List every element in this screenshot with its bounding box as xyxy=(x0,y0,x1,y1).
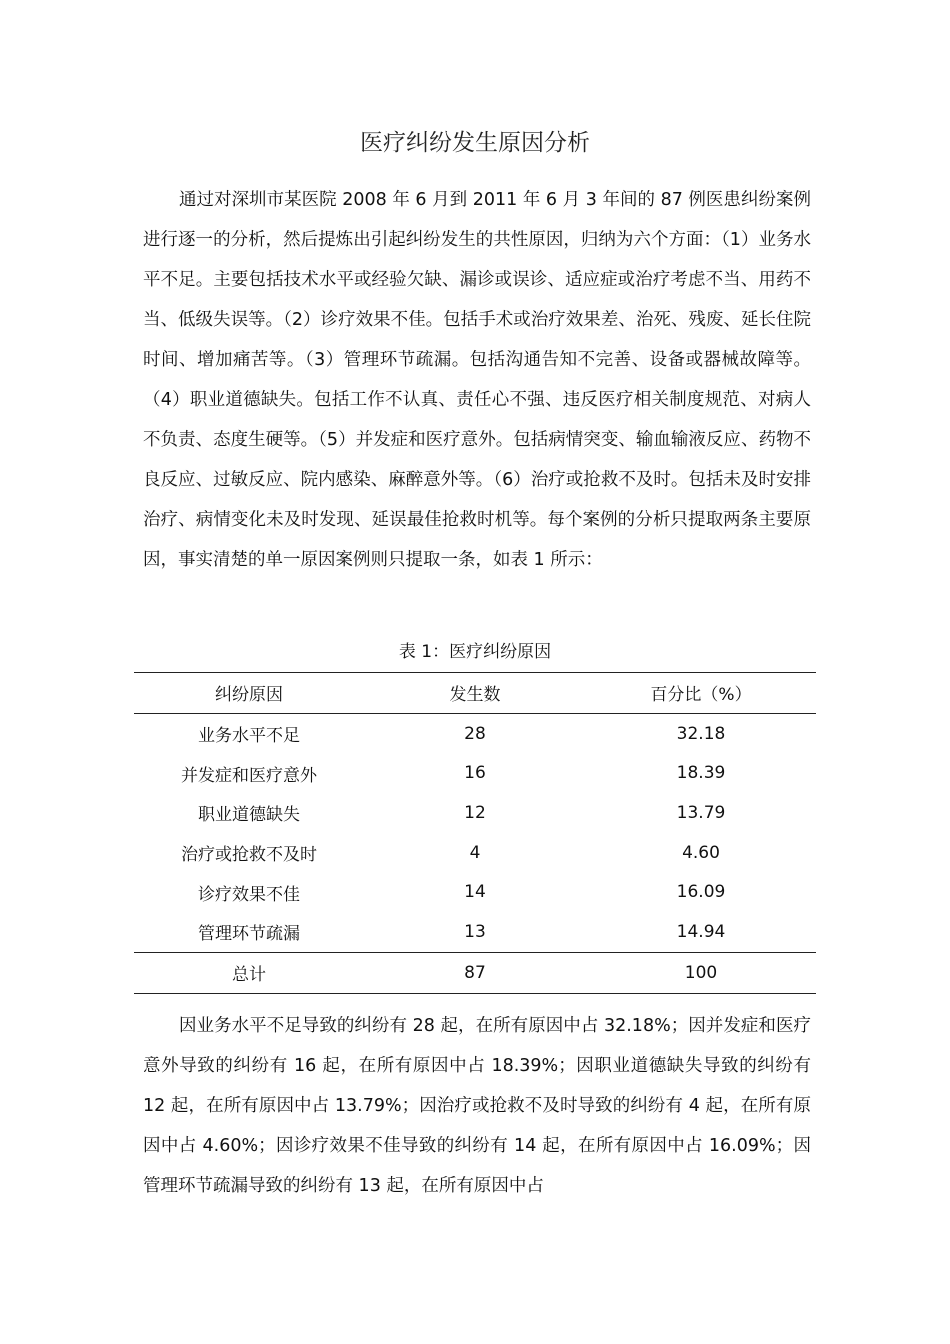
cell-percent: 16.09 xyxy=(676,882,726,903)
table-row xyxy=(134,713,816,753)
total-count: 87 xyxy=(464,962,486,983)
cell-cause: 职业道德缺失 xyxy=(198,805,300,826)
table-header-row xyxy=(134,673,816,714)
cell-count: 4 xyxy=(469,842,481,863)
total-label: 总计 xyxy=(232,965,266,986)
cell-percent: 32.18 xyxy=(676,723,726,744)
table-row xyxy=(134,833,816,873)
cell-count: 16 xyxy=(464,763,486,784)
cell-count: 13 xyxy=(464,921,486,942)
header-count: 发生数 xyxy=(449,685,501,706)
header-percent: 百分比（%） xyxy=(650,685,752,706)
cell-percent: 14.94 xyxy=(676,921,726,942)
dispute-causes-table xyxy=(134,672,816,994)
intro-paragraph: 通过对深圳市某医院 2008 年 6 月到 2011 年 6 月 3 年间的 87 例医患纠纷案例进行逐一的分析，然后提炼出引起纠纷发生的共性原因，归纳为六个方面：（1）业务水平不足。主要包括技术水平或经验欠缺、漏诊或误诊、适应症或治疗考虑不当、用药不当、低级失误等。（2）诊疗效果不佳。包括手术或治疗效果差、治死、残废、延长住院时间、增加痛苦等。（3）管理环节疏漏。包括沟通告知不完善、设备或器械故障等。（4）职业道德缺失。包括工作不认真、责任心不强、违反医疗相关制度规范、对病人不负责、态度生硬等。（5）并发症和医疗意外。包括病情突变、输血输液反应、药物不良反应、过敏反应、院内感染、麻醉意外等。（6）治疗或抢救不及时。包括未及时安排治疗、病情变化未及时发现、延误最佳抢救时机等。每个案例的分析只提取两条主要原因，事实清楚的单一原因案例则只提取一条，如表 1 所示： xyxy=(143,190,811,570)
cell-count: 28 xyxy=(464,723,486,744)
header-cause: 纠纷原因 xyxy=(215,685,283,706)
cell-count: 14 xyxy=(464,882,486,903)
cell-cause: 并发症和医疗意外 xyxy=(181,765,317,786)
cell-cause: 管理环节疏漏 xyxy=(198,924,300,945)
cell-cause: 诊疗效果不佳 xyxy=(198,884,300,905)
table-total-row xyxy=(134,952,816,993)
summary-paragraph: 因业务水平不足导致的纠纷有 28 起，在所有原因中占 32.18%；因并发症和医疗意外导致的纠纷有 16 起，在所有原因中占 18.39%；因职业道德缺失导致的纠纷有 12 起，在所有原因中占 13.79%；因治疗或抢救不及时导致的纠纷有 4 起，在所有原因中占 4.60%；因诊疗效果不佳导致的纠纷有 14 起，在所有原因中占 16.09%；因管理环节疏漏导致的纠纷有 13 起，在所有原因中占 xyxy=(143,1016,811,1196)
table-row xyxy=(134,872,816,912)
cell-percent: 13.79 xyxy=(676,802,726,823)
cell-cause: 业务水平不足 xyxy=(198,726,300,747)
document-title: 医疗纠纷发生原因分析 xyxy=(360,130,590,156)
table-row xyxy=(134,793,816,833)
table-row xyxy=(134,912,816,952)
cell-percent: 18.39 xyxy=(676,763,726,784)
cell-cause: 治疗或抢救不及时 xyxy=(181,845,317,866)
cell-percent: 4.60 xyxy=(682,842,720,863)
total-percent: 100 xyxy=(684,962,718,983)
table-caption: 表 1：医疗纠纷原因 xyxy=(398,642,552,662)
table-row xyxy=(134,753,816,793)
cell-count: 12 xyxy=(464,802,486,823)
